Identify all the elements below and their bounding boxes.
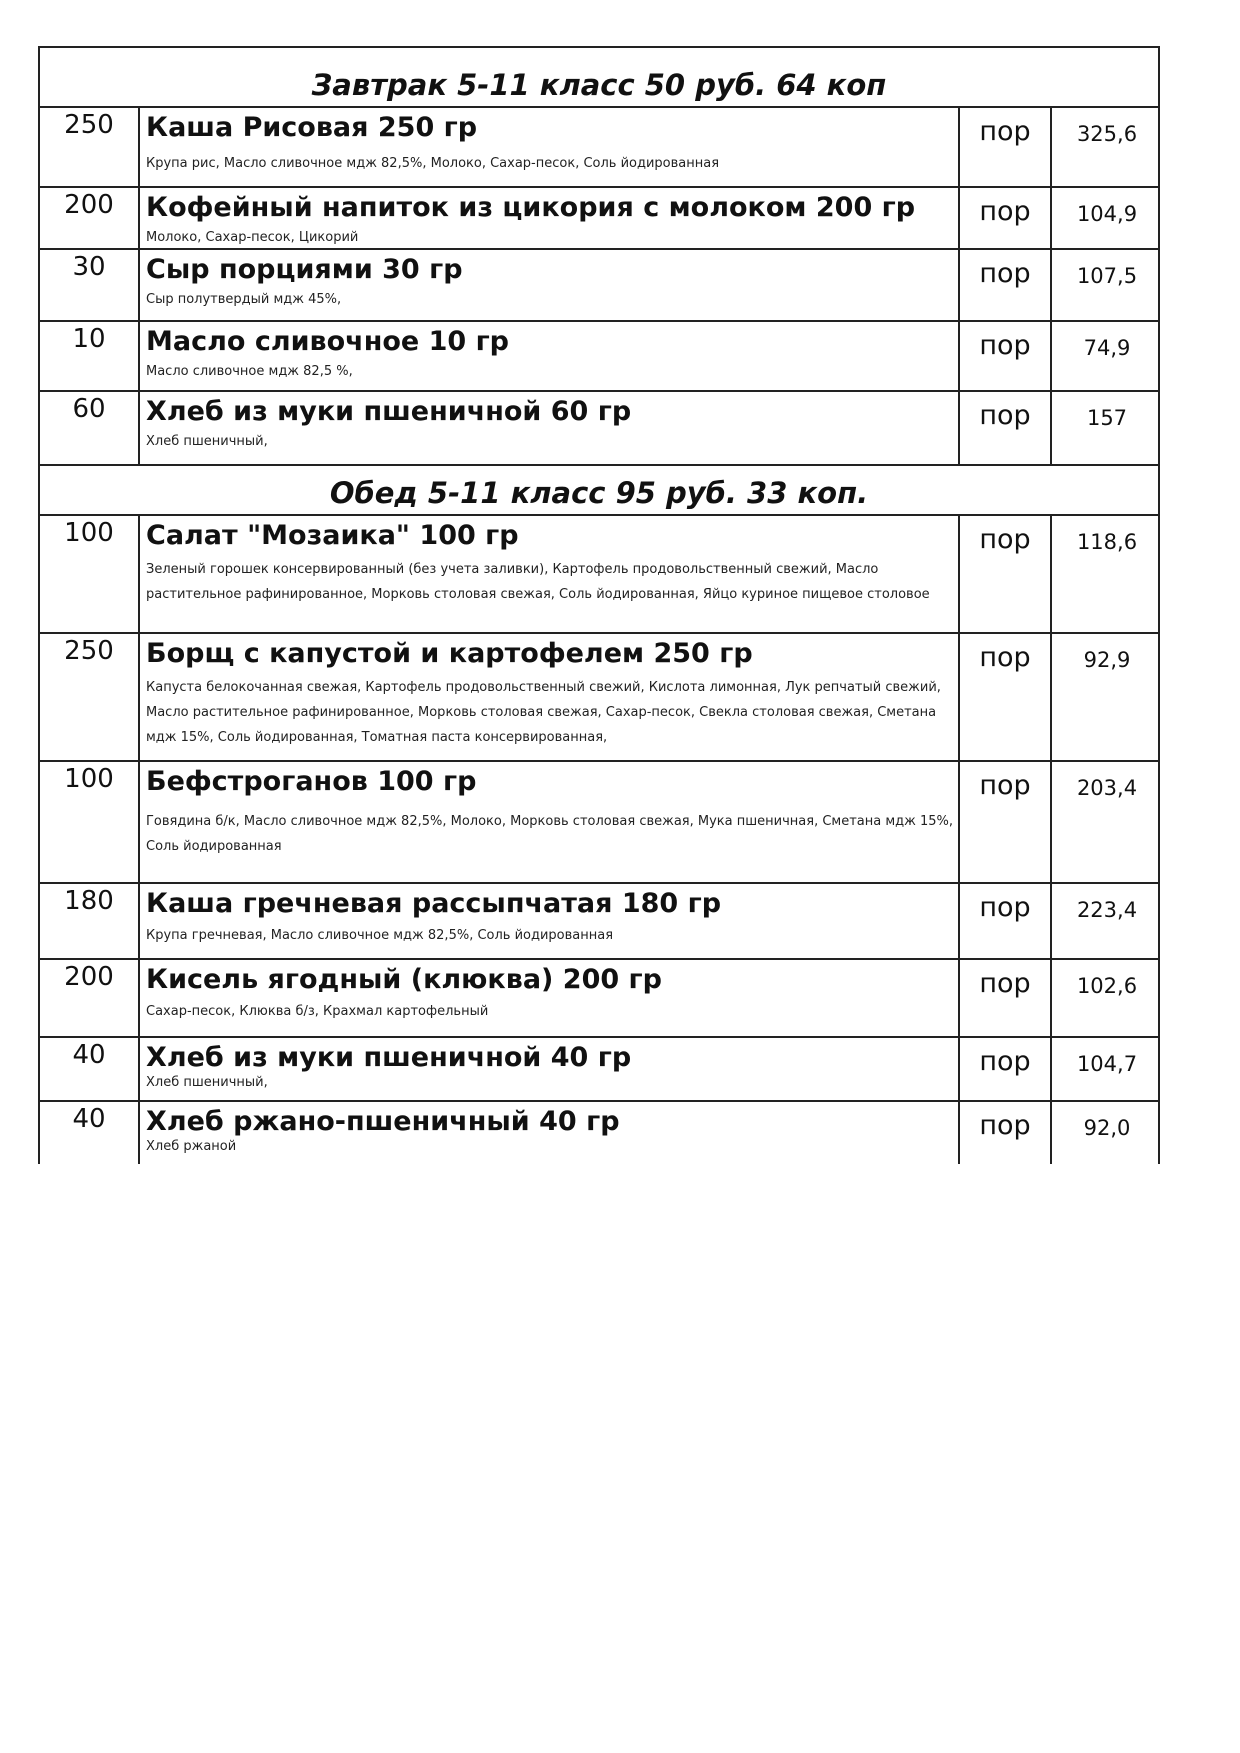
item-ingredients: Хлеб пшеничный, bbox=[146, 434, 268, 449]
table-row bbox=[38, 186, 1160, 248]
item-name: Сыр порциями 30 гр bbox=[146, 254, 463, 285]
item-ingredients: Крупа гречневая, Масло сливочное мдж 82,5%, Соль йодированная bbox=[146, 928, 614, 943]
item-cell bbox=[140, 392, 960, 464]
item-unit: пор bbox=[960, 1038, 1052, 1100]
table-row bbox=[38, 632, 1160, 760]
item-unit: пор bbox=[960, 634, 1052, 760]
item-name: Хлеб из муки пшеничной 40 гр bbox=[146, 1042, 632, 1073]
item-price: 92,9 bbox=[1083, 648, 1131, 672]
item-unit: пор bbox=[960, 1102, 1052, 1164]
table-row bbox=[38, 958, 1160, 1036]
item-cell bbox=[140, 960, 960, 1036]
item-price: 203,4 bbox=[1076, 776, 1138, 800]
item-price: 325,6 bbox=[1076, 122, 1138, 146]
item-weight: 10 bbox=[40, 322, 140, 390]
item-unit: пор bbox=[960, 884, 1052, 958]
table-row bbox=[38, 248, 1160, 320]
item-price: 107,5 bbox=[1076, 264, 1138, 288]
item-weight: 100 bbox=[40, 516, 140, 632]
item-weight: 30 bbox=[40, 250, 140, 320]
item-name: Масло сливочное 10 гр bbox=[146, 326, 510, 357]
item-weight: 200 bbox=[40, 188, 140, 252]
item-weight: 250 bbox=[40, 108, 140, 186]
item-price: 92,0 bbox=[1083, 1116, 1131, 1140]
item-unit: пор bbox=[960, 250, 1052, 320]
item-name: Кофейный напиток из цикория с молоком 200 гр bbox=[146, 192, 916, 223]
item-unit: пор bbox=[960, 516, 1052, 632]
item-unit: пор bbox=[960, 392, 1052, 464]
section-title-breakfast: Завтрак 5-11 класс 50 руб. 64 коп bbox=[38, 46, 1160, 106]
table-row bbox=[38, 106, 1160, 186]
item-price: 104,9 bbox=[1076, 202, 1138, 226]
item-ingredients: Молоко, Сахар-песок, Цикорий bbox=[146, 230, 359, 245]
item-ingredients: Хлеб ржаной bbox=[146, 1139, 237, 1154]
item-weight: 40 bbox=[40, 1038, 140, 1100]
item-price: 118,6 bbox=[1076, 530, 1138, 554]
table-row bbox=[38, 390, 1160, 464]
item-cell bbox=[140, 1038, 960, 1100]
item-ingredients: Говядина б/к, Масло сливочное мдж 82,5%, Молоко, Морковь столовая свежая, Мука пшеничная, Сметана мдж 15%, Соль йодированная bbox=[146, 814, 954, 854]
item-price: 102,6 bbox=[1076, 974, 1138, 998]
item-unit: пор bbox=[960, 960, 1052, 1036]
item-unit: пор bbox=[960, 322, 1052, 390]
item-price: 74,9 bbox=[1083, 336, 1131, 360]
item-weight: 100 bbox=[40, 762, 140, 882]
table-row bbox=[38, 514, 1160, 632]
item-name: Хлеб ржано-пшеничный 40 гр bbox=[146, 1106, 620, 1137]
item-cell bbox=[140, 516, 960, 632]
section-title-lunch: Обед 5-11 класс 95 руб. 33 коп. bbox=[38, 464, 1160, 514]
item-cell bbox=[140, 1102, 960, 1164]
item-ingredients: Сыр полутвердый мдж 45%, bbox=[146, 292, 342, 307]
item-weight: 250 bbox=[40, 634, 140, 760]
item-unit: пор bbox=[960, 762, 1052, 882]
item-cell bbox=[140, 250, 960, 320]
item-weight: 40 bbox=[40, 1102, 140, 1164]
item-name: Салат "Мозаика" 100 гр bbox=[146, 520, 519, 551]
item-ingredients: Капуста белокочанная свежая, Картофель продовольственный свежий, Кислота лимонная, Лук репчатый свежий, Масло растительное рафинированное, Морковь столовая свежая, Сахар-песок, Свекла столовая свежая, Сметана мдж 15%, Соль йодированная, Томатная паста консервированная, bbox=[146, 680, 941, 745]
item-cell bbox=[140, 884, 960, 958]
item-ingredients: Зеленый горошек консервированный (без учета заливки), Картофель продовольственный свежий, Масло растительное рафинированное, Морковь столовая свежая, Соль йодированная, Яйцо куриное пищевое столовое bbox=[146, 562, 930, 602]
item-cell bbox=[140, 634, 960, 760]
item-ingredients: Хлеб пшеничный, bbox=[146, 1075, 268, 1090]
item-cell bbox=[140, 108, 960, 186]
item-unit: пор bbox=[960, 188, 1052, 252]
item-name: Бефстроганов 100 гр bbox=[146, 766, 477, 797]
item-cell bbox=[140, 188, 960, 252]
menu-table bbox=[38, 46, 1160, 1164]
table-row bbox=[38, 882, 1160, 958]
item-weight: 60 bbox=[40, 392, 140, 464]
item-name: Борщ с капустой и картофелем 250 гр bbox=[146, 638, 753, 669]
item-price: 157 bbox=[1086, 406, 1128, 430]
item-cell bbox=[140, 322, 960, 390]
item-price: 104,7 bbox=[1076, 1052, 1138, 1076]
item-name: Каша гречневая рассыпчатая 180 гр bbox=[146, 888, 722, 919]
item-weight: 180 bbox=[40, 884, 140, 958]
table-row bbox=[38, 760, 1160, 882]
item-name: Каша Рисовая 250 гр bbox=[146, 112, 478, 143]
item-price: 223,4 bbox=[1076, 898, 1138, 922]
item-name: Хлеб из муки пшеничной 60 гр bbox=[146, 396, 632, 427]
item-ingredients: Крупа рис, Масло сливочное мдж 82,5%, Молоко, Сахар-песок, Соль йодированная bbox=[146, 156, 720, 171]
item-weight: 200 bbox=[40, 960, 140, 1036]
item-unit: пор bbox=[960, 108, 1052, 186]
table-row bbox=[38, 1100, 1160, 1164]
item-name: Кисель ягодный (клюква) 200 гр bbox=[146, 964, 662, 995]
table-row bbox=[38, 1036, 1160, 1100]
item-ingredients: Масло сливочное мдж 82,5 %, bbox=[146, 364, 353, 379]
table-row bbox=[38, 320, 1160, 390]
item-cell bbox=[140, 762, 960, 882]
item-ingredients: Сахар-песок, Клюква б/з, Крахмал картофельный bbox=[146, 1004, 489, 1019]
